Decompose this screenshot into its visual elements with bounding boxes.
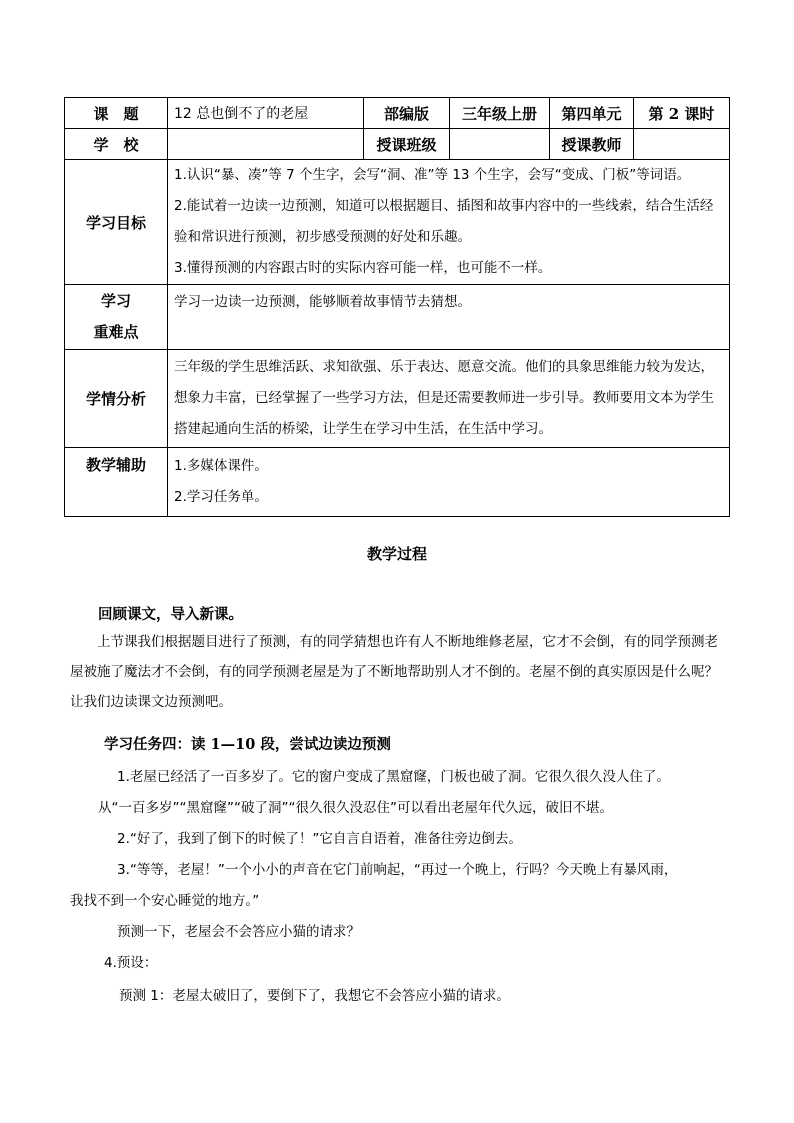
teacher-value (634, 129, 730, 160)
school-label: 学 校 (65, 129, 168, 160)
process-line: 4.预设： (104, 955, 158, 971)
aid-item: 2.学习任务单。 (174, 489, 268, 505)
process-line: 预测一下，老屋会不会答应小猫的请求？ (117, 924, 360, 940)
unit-cell: 第四单元 (550, 98, 634, 129)
section-title: 教学过程 (366, 545, 427, 563)
table-row-school (65, 129, 730, 160)
lesson-label: 课 题 (65, 98, 168, 129)
process-line: 2.“好了，我到了倒下的时候了！”它自言自语着，准备往旁边倒去。 (117, 831, 522, 847)
key-points-label: 学习 重难点 (65, 285, 168, 350)
aids-content (168, 448, 730, 517)
analysis-content: 三年级的学生思维活跃、求知欲强、乐于表达、愿意交流。他们的具象思维能力较为发达，想象力丰富，已经掌握了一些学习方法，但是还需要教师进一步引导。教师要用文本为学生搭建起通向生活的桥梁，让学生在学习中生活，在生活中学习。 (168, 350, 730, 448)
intro-heading: 回顾课文，导入新课。 (98, 606, 243, 623)
intro-paragraph: 上节课我们根据题目进行了预测，有的同学猜想也许有人不断地维修老屋，它才不会倒，有的同学预测老屋被施了魔法才不会倒，有的同学预测老屋是为了不断地帮助别人才不倒的。老屋不倒的真实原因是什么呢？让我们边读课文边预测吧。 (70, 634, 718, 710)
process-line: 从“一百多岁”“黑窟窿”“破了洞”“很久很久没忍住”可以看出老屋年代久远，破旧不堪。 (98, 800, 613, 816)
aid-item: 1.多媒体课件。 (174, 458, 268, 474)
table-row-aids (65, 448, 730, 517)
process-line: 我找不到一个安心睡觉的地方。” (70, 893, 260, 909)
key-points-content: 学习一边读一边预测，能够顺着故事情节去猜想。 (168, 285, 730, 350)
table-row-key-points (65, 285, 730, 350)
edition-cell: 部编版 (364, 98, 450, 129)
table-row-analysis (65, 350, 730, 448)
lesson-title: 12 总也倒不了的老屋 (168, 98, 364, 129)
analysis-label: 学情分析 (65, 350, 168, 448)
table-row-goals (65, 160, 730, 285)
lesson-info-table (64, 97, 730, 517)
process-line: 预测 1：老屋太破旧了，要倒下了，我想它不会答应小猫的请求。 (119, 988, 510, 1004)
grade-cell: 三年级上册 (450, 98, 550, 129)
goal-item: 2.能试着一边读一边预测，知道可以根据题目、插图和故事内容中的一些线索，结合生活经验和常识进行预测，初步感受预测的好处和乐趣。 (174, 198, 714, 245)
lesson-number-cell: 第 2 课时 (634, 98, 730, 129)
aids-label: 教学辅助 (65, 448, 168, 517)
goals-content (168, 160, 730, 285)
goals-label: 学习目标 (65, 160, 168, 285)
process-line: 1.老屋已经活了一百多岁了。它的窗户变成了黑窟窿，门板也破了洞。它很久很久没人住了。 (117, 769, 670, 785)
teacher-label: 授课教师 (550, 129, 634, 160)
goal-item: 1.认识“暴、凑”等 7 个生字，会写“洞、准”等 13 个生字，会写“变成、门板”等词语。 (174, 167, 691, 183)
table-row-lesson (65, 98, 730, 129)
school-value (168, 129, 364, 160)
task-heading: 学习任务四：读 1—10 段，尝试边读边预测 (104, 736, 391, 753)
goal-item: 3.懂得预测的内容跟古时的实际内容可能一样，也可能不一样。 (174, 260, 552, 276)
class-label: 授课班级 (364, 129, 450, 160)
process-line: 3.“等等，老屋！”一个小小的声音在它门前响起，“再过一个晚上，行吗？今天晚上有暴风雨， (117, 862, 678, 878)
class-value (450, 129, 550, 160)
